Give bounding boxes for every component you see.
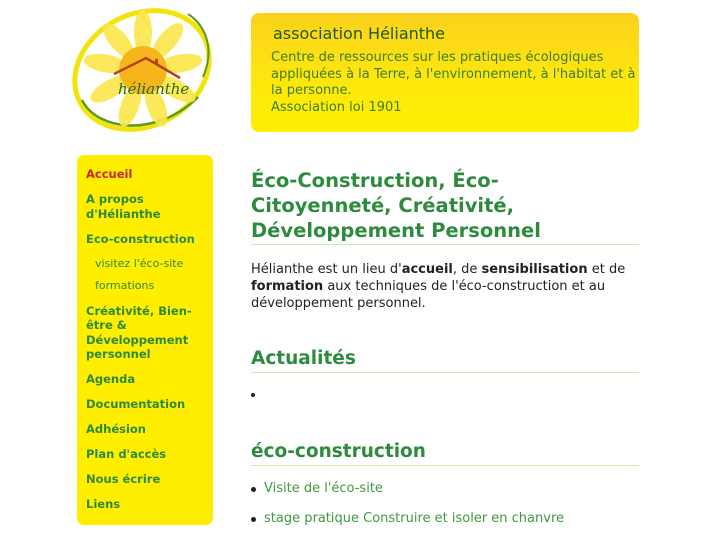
bullet-icon [251, 487, 256, 492]
helianthe-logo[interactable] [68, 2, 216, 137]
site-title: association Hélianthe [273, 24, 446, 43]
sidebar-item-adhesion[interactable]: Adhésion [86, 422, 146, 436]
sidebar-subitem-formations[interactable]: formations [95, 278, 155, 292]
sidebar-subitem-visitez-eco-site[interactable]: visitez l'éco-site [95, 256, 184, 270]
intro-text: aux techniques de l'éco-construction et au développement personnel. [251, 279, 606, 311]
sidebar-item-creativite[interactable]: Créativité, Bien-être & Développement personnel [86, 303, 192, 361]
actualites-section [251, 347, 639, 404]
site-header [251, 13, 639, 132]
sidebar-item-accueil[interactable]: Accueil [86, 167, 133, 181]
sidebar-item-eco-construction[interactable]: Eco-construction [86, 231, 195, 246]
sidebar-nav [77, 155, 213, 525]
intro-bold-sensibilisation: sensibilisation [481, 262, 588, 277]
link-visite-eco-site[interactable]: Visite de l'éco-site [264, 481, 383, 496]
bullet-icon [251, 517, 256, 522]
sidebar-item-liens[interactable]: Liens [86, 497, 121, 511]
sidebar-item-plan-acces[interactable]: Plan d'accès [86, 447, 167, 461]
svg-text:hélianthe: hélianthe [118, 80, 190, 98]
list-item [251, 480, 639, 497]
actualite-item [265, 387, 639, 404]
sunflower-logo-icon [68, 2, 216, 137]
intro-text: , de [452, 262, 482, 277]
site-tagline: Centre de ressources sur les pratiques écologiques appliquées à la Terre, à l'environnement, à l'habitat et à la personne. [271, 50, 636, 98]
intro-text: Hélianthe est un lieu d' [251, 262, 402, 277]
eco-construction-heading: éco-construction [251, 440, 639, 466]
link-stage-chanvre[interactable]: stage pratique Construire et isoler en chanvre [264, 511, 565, 526]
page-title: Éco-Construction, Éco-Citoyenneté, Créativité, Développement Personnel [251, 168, 639, 245]
list-item [251, 510, 639, 527]
sidebar-item-documentation[interactable]: Documentation [86, 397, 186, 411]
site-legal-status: Association loi 1901 [271, 99, 402, 115]
site-description [271, 50, 641, 116]
sidebar-item-nous-ecrire[interactable]: Nous écrire [86, 472, 161, 486]
eco-construction-list [251, 480, 639, 527]
actualites-heading: Actualités [251, 347, 639, 373]
sidebar-item-a-propos[interactable]: A propos d'Hélianthe [86, 192, 161, 221]
actualites-list [251, 387, 639, 404]
intro-paragraph [251, 261, 639, 312]
eco-construction-section [251, 440, 639, 527]
sidebar-item-agenda[interactable]: Agenda [86, 372, 136, 386]
intro-bold-formation: formation [251, 279, 324, 294]
intro-text: et de [587, 262, 626, 277]
intro-bold-accueil: accueil [401, 262, 453, 277]
main-content [251, 168, 639, 540]
